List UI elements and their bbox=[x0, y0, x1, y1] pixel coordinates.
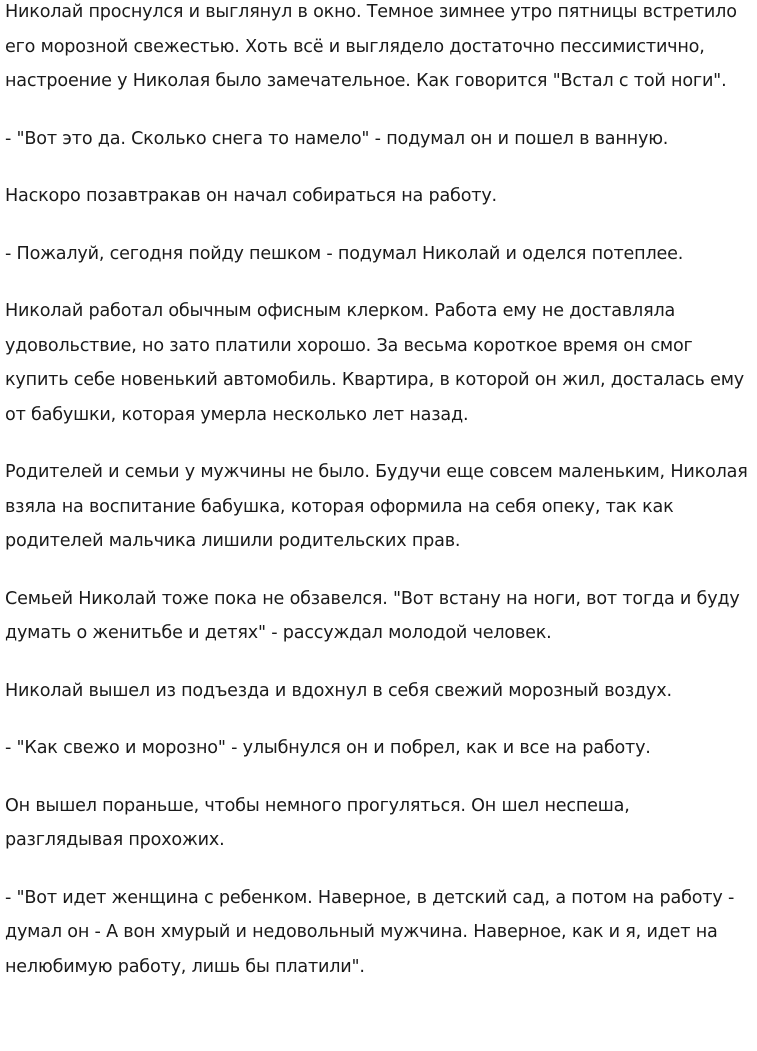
paragraph-4: - Пожалуй, сегодня пойду пешком - подумал Николай и оделся потеплее. bbox=[5, 243, 684, 264]
paragraph-11: - "Вот идет женщина с ребенком. Наверное, в детский сад, а потом на работу - думал он - А вон хмурый и недовольный мужчина. Наверное, как и я, идет на нелюбимую работу, лишь бы платили". bbox=[5, 887, 735, 977]
paragraph-8: Николай вышел из подъезда и вдохнул в себя свежий морозный воздух. bbox=[5, 680, 672, 701]
paragraph-1: Николай проснулся и выглянул в окно. Темное зимнее утро пятницы встретило его морозной свежестью. Хоть всё и выглядело достаточно пессимистично, настроение у Николая было замечательное. Как говорится "Встал с той ноги". bbox=[5, 2, 737, 91]
paragraph-7: Семьей Николай тоже пока не обзавелся. "Вот встану на ноги, вот тогда и буду думать о женитьбе и детях" - рассуждал молодой человек. bbox=[5, 588, 740, 643]
paragraph-10: Он вышел пораньше, чтобы немного прогуляться. Он шел неспеша, разглядывая прохожих. bbox=[5, 795, 630, 850]
paragraph-3: Наскоро позавтракав он начал собираться на работу. bbox=[5, 186, 497, 206]
paragraph-6: Родителей и семьи у мужчины не было. Будучи еще совсем маленьким, Николая взяла на воспитание бабушка, которая оформила на себя опеку, так как родителей мальчика лишили родительских прав. bbox=[5, 462, 748, 551]
paragraph-9: - "Как свежо и морозно" - улыбнулся он и побрел, как и все на работу. bbox=[5, 738, 651, 758]
paragraph-5: Николай работал обычным офисным клерком. Работа ему не доставляла удовольствие, но зато платили хорошо. За весьма короткое время он смог купить себе новенький автомобиль. Квартира, в которой он жил, досталась ему от бабушки, которая умерла несколько лет назад. bbox=[5, 301, 744, 425]
paragraph-2: - "Вот это да. Сколько снега то намело" - подумал он и пошел в ванную. bbox=[5, 128, 669, 149]
